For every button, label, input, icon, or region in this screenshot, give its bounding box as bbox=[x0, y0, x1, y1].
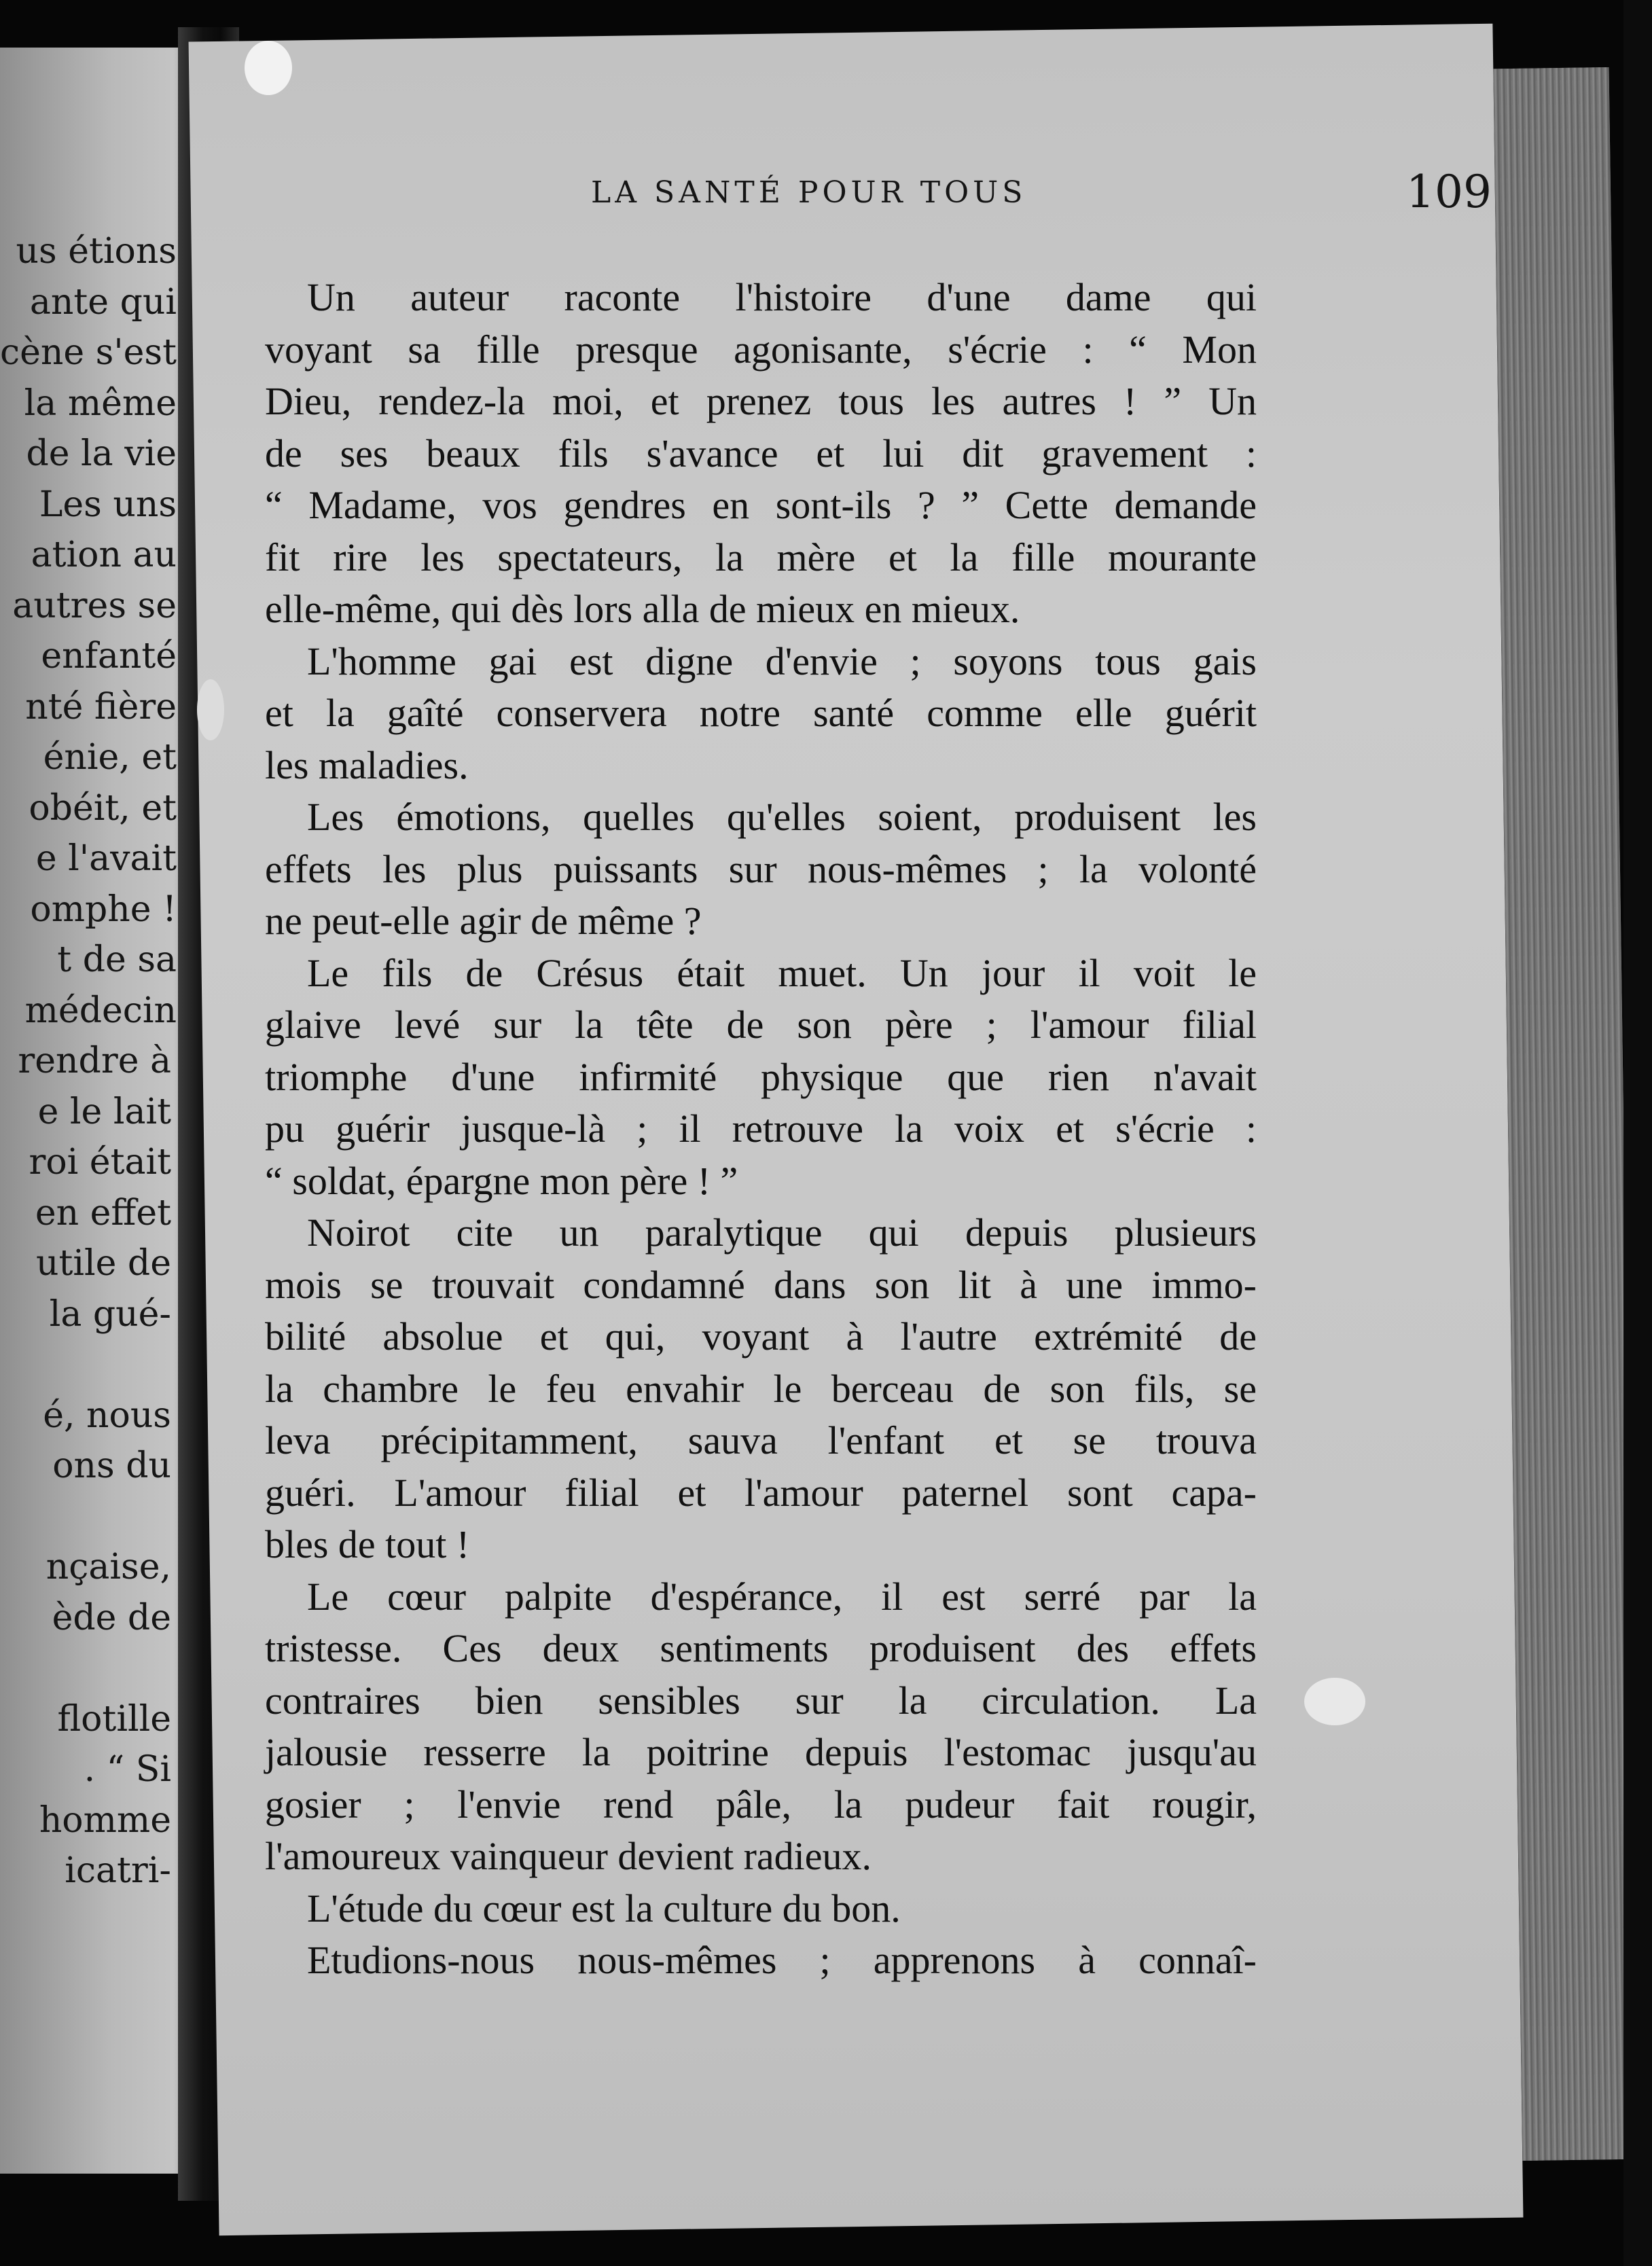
body-line: jalousie resserre la poitrine depuis l'estomac jusqu'au bbox=[265, 1730, 1257, 1774]
left-page-line: rendre à bbox=[18, 1041, 171, 1081]
left-facing-page bbox=[0, 48, 204, 2174]
body-line: fit rire les spectateurs, la mère et la fille mourante bbox=[265, 535, 1257, 579]
body-line: pu guérir jusque-là ; il retrouve la voix et s'écrie : bbox=[265, 1107, 1257, 1151]
body-line: triomphe d'une infirmité physique que rien n'avait bbox=[265, 1054, 1257, 1099]
left-page-line: autres se bbox=[12, 585, 177, 626]
scan-speck bbox=[1304, 1678, 1365, 1725]
left-page-line: t de sa bbox=[57, 939, 177, 980]
left-page-line: Les uns bbox=[39, 484, 177, 525]
body-line: “ soldat, épargne mon père ! ” bbox=[265, 1158, 738, 1203]
body-line: Etudions-nous nous-mêmes ; apprenons à connaî- bbox=[307, 1938, 1257, 1982]
left-page-line: obéit, et bbox=[29, 787, 177, 829]
body-line: les maladies. bbox=[265, 742, 469, 787]
body-line: glaive levé sur la tête de son père ; l'amour filial bbox=[265, 1003, 1257, 1047]
left-page-line: nté fière bbox=[25, 686, 177, 727]
body-line: Un auteur raconte l'histoire d'une dame qui bbox=[307, 275, 1257, 319]
left-page-line: cène s'est bbox=[0, 332, 177, 373]
left-page-line: homme bbox=[39, 1799, 171, 1841]
body-line: tristesse. Ces deux sentiments produisent des effets bbox=[265, 1626, 1257, 1670]
left-page-line: ons du bbox=[52, 1445, 171, 1486]
body-text bbox=[265, 272, 1257, 1987]
left-page-line: omphe ! bbox=[30, 888, 177, 930]
body-line: Le cœur palpite d'espérance, il est serré par la bbox=[307, 1574, 1257, 1619]
left-page-line: enfanté bbox=[41, 636, 177, 677]
left-page-line: énie, et bbox=[43, 737, 177, 778]
body-line: Noirot cite un paralytique qui depuis plusieurs bbox=[307, 1210, 1257, 1255]
body-line: bilité absolue et qui, voyant à l'autre extrémité de bbox=[265, 1314, 1257, 1359]
body-line: L'étude du cœur est la culture du bon. bbox=[307, 1886, 901, 1930]
left-page-line: flotille bbox=[57, 1698, 171, 1740]
body-line: “ Madame, vos gendres en sont-ils ? ” Cette demande bbox=[265, 483, 1257, 527]
left-page-line: e le lait bbox=[37, 1091, 171, 1132]
left-page-line: e l'avait bbox=[35, 838, 177, 879]
left-page-line: la gué- bbox=[49, 1293, 171, 1335]
left-page-line: en effet bbox=[35, 1192, 171, 1234]
running-title: LA SANTÉ POUR TOUS bbox=[591, 175, 1027, 210]
left-page-line: nçaise, bbox=[46, 1547, 171, 1587]
body-line: ne peut-elle agir de même ? bbox=[265, 899, 702, 943]
left-page-line: . “ Si bbox=[84, 1749, 171, 1790]
body-line: L'homme gai est digne d'envie ; soyons tous gais bbox=[307, 639, 1257, 683]
left-page-line: ède de bbox=[52, 1597, 171, 1638]
scan-speck bbox=[245, 41, 292, 95]
body-line: Dieu, rendez-la moi, et prenez tous les autres ! ” Un bbox=[265, 379, 1257, 423]
scan-speck bbox=[197, 679, 224, 740]
left-page-line: médecin bbox=[24, 990, 177, 1031]
left-page-line: ation au bbox=[31, 535, 177, 575]
body-line: la chambre le feu envahir le berceau de son fils, se bbox=[265, 1366, 1257, 1411]
body-line: mois se trouvait condamné dans son lit à une immo- bbox=[265, 1262, 1257, 1307]
body-line: de ses beaux fils s'avance et lui dit gravement : bbox=[265, 431, 1257, 475]
body-line: Les émotions, quelles qu'elles soient, produisent les bbox=[307, 795, 1257, 839]
left-page-line: utile de bbox=[35, 1243, 171, 1284]
body-line: gosier ; l'envie rend pâle, la pudeur fait rougir, bbox=[265, 1782, 1257, 1827]
body-line: l'amoureux vainqueur devient radieux. bbox=[265, 1834, 872, 1878]
scan-border bbox=[1623, 0, 1652, 2266]
body-line: leva précipitamment, sauva l'enfant et se trouva bbox=[265, 1418, 1257, 1462]
left-page-line: roi était bbox=[29, 1142, 171, 1183]
left-page-line: ante qui bbox=[29, 281, 177, 323]
body-line: guéri. L'amour filial et l'amour paternel sont capa- bbox=[265, 1470, 1257, 1515]
left-page-line: de la vie bbox=[26, 433, 177, 474]
left-page-line: icatri- bbox=[65, 1850, 171, 1891]
left-page-line: us étions bbox=[16, 231, 177, 272]
body-line: contraires bien sensibles sur la circulation. La bbox=[265, 1678, 1257, 1723]
left-page-line: la même bbox=[24, 382, 177, 424]
body-line: et la gaîté conservera notre santé comme elle guérit bbox=[265, 691, 1257, 735]
body-line: effets les plus puissants sur nous-mêmes ; la volonté bbox=[265, 846, 1257, 891]
body-line: voyant sa fille presque agonisante, s'écrie : “ Mon bbox=[265, 327, 1257, 372]
body-line: elle-même, qui dès lors alla de mieux en mieux. bbox=[265, 587, 1020, 631]
body-line: Le fils de Crésus était muet. Un jour il voit le bbox=[307, 950, 1257, 995]
page-number: 109 bbox=[1406, 166, 1492, 218]
left-page-line: é, nous bbox=[43, 1395, 171, 1436]
body-line: bles de tout ! bbox=[265, 1522, 470, 1566]
